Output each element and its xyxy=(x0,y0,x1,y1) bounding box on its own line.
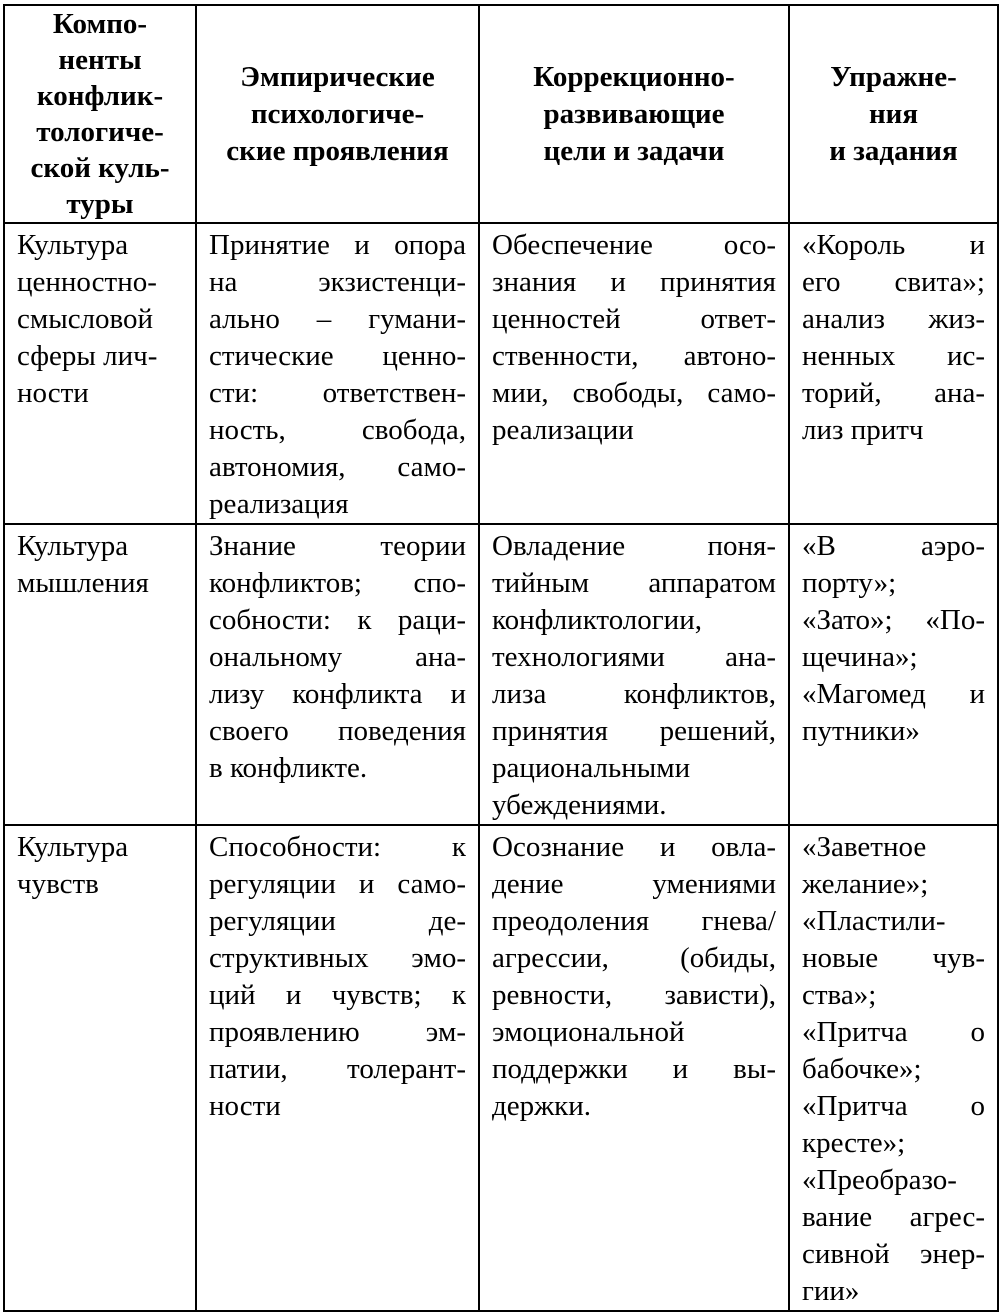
header-line: Эмпирические xyxy=(240,60,435,93)
cell-line: лиза конфликтов, xyxy=(492,678,776,710)
cell-line: торий, ана- xyxy=(802,377,985,409)
cell-line: чувств xyxy=(17,868,99,900)
header-line: конфлик- xyxy=(36,80,164,112)
cell-line: дение умениями xyxy=(492,868,776,900)
header-line: тологиче- xyxy=(36,116,164,148)
cell-component xyxy=(4,825,196,1311)
cell-line: мышления xyxy=(17,567,149,599)
cell-line: реализации xyxy=(492,414,634,446)
cell-line: Знание теории xyxy=(209,530,466,562)
cell-line: ственности, автоно- xyxy=(492,340,776,372)
header-line: цели и задачи xyxy=(543,134,725,167)
cell-line: сферы лич- xyxy=(17,340,158,372)
header-line: развивающие xyxy=(543,97,725,130)
table-row xyxy=(4,524,998,825)
cell-line: его свита»; xyxy=(802,266,985,298)
cell-goals xyxy=(479,524,789,825)
cell-manifestations xyxy=(196,223,479,524)
header-line: ские проявления xyxy=(226,134,449,167)
components-table xyxy=(3,4,999,1312)
cell-component xyxy=(4,524,196,825)
header-exercises xyxy=(789,5,998,223)
cell-manifestations xyxy=(196,825,479,1311)
cell-line: на экзистенци- xyxy=(209,266,466,298)
cell-line: Способности: к xyxy=(209,831,466,863)
cell-line: проявлению эм- xyxy=(209,1016,466,1048)
cell-line: структивных эмо- xyxy=(209,942,466,974)
cell-line: собности: к раци- xyxy=(209,604,466,636)
cell-line: стические ценно- xyxy=(209,340,466,372)
cell-line: ций и чувств; к xyxy=(209,979,466,1011)
cell-line: ценностей ответ- xyxy=(492,303,776,335)
cell-line: порту»; xyxy=(802,567,897,599)
cell-line: лиз притч xyxy=(802,414,924,446)
cell-line: преодоления гнева/ xyxy=(492,905,776,937)
cell-line: ности xyxy=(17,377,89,409)
cell-line: поддержки и вы- xyxy=(492,1053,776,1085)
cell-line: реализация xyxy=(209,488,349,520)
cell-line: в конфликте. xyxy=(209,752,368,784)
header-goals xyxy=(479,5,789,223)
cell-line: «Пластили- xyxy=(802,905,946,937)
cell-line: «Магомед и xyxy=(802,678,985,710)
cell-line: Культура xyxy=(17,229,129,261)
cell-line: своего поведения xyxy=(209,715,466,747)
cell-line: смысловой xyxy=(17,303,154,335)
cell-line: вание агрес- xyxy=(802,1201,985,1233)
cell-line: ность, свобода, xyxy=(209,414,466,446)
cell-line: Культура xyxy=(17,530,129,562)
header-line: и задания xyxy=(829,134,958,167)
cell-line: ональному ана- xyxy=(209,641,466,673)
cell-manifestations xyxy=(196,524,479,825)
cell-line: технологиями ана- xyxy=(492,641,776,673)
cell-line: бабочке»; xyxy=(802,1053,922,1085)
header-line: туры xyxy=(66,188,134,220)
cell-line: Принятие и опора xyxy=(209,229,466,261)
cell-line: ненных ис- xyxy=(802,340,985,372)
table-row xyxy=(4,223,998,524)
cell-line: ценностно- xyxy=(17,266,157,298)
cell-line: агрессии, (обиды, xyxy=(492,942,776,974)
cell-line: желание»; xyxy=(802,868,929,900)
cell-line: принятия решений, xyxy=(492,715,776,747)
cell-exercises xyxy=(789,825,998,1311)
cell-goals xyxy=(479,223,789,524)
cell-line: тийным аппаратом xyxy=(492,567,776,599)
table-row xyxy=(4,825,998,1311)
cell-line: «Преобразо- xyxy=(802,1164,957,1196)
header-row xyxy=(4,5,998,223)
cell-goals xyxy=(479,825,789,1311)
cell-line: конфликтов; спо- xyxy=(209,567,466,599)
cell-line: знания и принятия xyxy=(492,266,776,298)
header-line: Коррекционно- xyxy=(533,60,735,93)
cell-line: рациональными xyxy=(492,752,691,784)
cell-line: ревности, зависти), xyxy=(492,979,776,1011)
cell-exercises xyxy=(789,524,998,825)
cell-line: лизу конфликта и xyxy=(209,678,466,710)
cell-line: кресте»; xyxy=(802,1127,906,1159)
cell-line: «Заветное xyxy=(802,831,927,863)
header-manifestations xyxy=(196,5,479,223)
cell-exercises xyxy=(789,223,998,524)
header-line: ния xyxy=(868,97,919,130)
cell-line: сивной энер- xyxy=(802,1238,985,1270)
cell-line: Культура xyxy=(17,831,129,863)
cell-line: щечина»; xyxy=(802,641,918,673)
cell-component xyxy=(4,223,196,524)
header-line: Компо- xyxy=(52,8,148,40)
cell-line: «Притча о xyxy=(802,1016,985,1048)
cell-line: гии» xyxy=(802,1275,860,1307)
header-line: психологиче- xyxy=(250,97,425,130)
cell-line: мии, свободы, само- xyxy=(492,377,776,409)
cell-line: Обеспечение осо- xyxy=(492,229,776,261)
cell-line: конфликтологии, xyxy=(492,604,702,636)
cell-line: «Зато»; «По- xyxy=(802,604,985,636)
cell-line: эмоциональной xyxy=(492,1016,685,1048)
cell-line: держки. xyxy=(492,1090,592,1122)
cell-line: «Притча о xyxy=(802,1090,985,1122)
cell-line: патии, толерант- xyxy=(209,1053,466,1085)
cell-line: регуляции и само- xyxy=(209,868,466,900)
cell-line: регуляции де- xyxy=(209,905,466,937)
cell-line: Осознание и овла- xyxy=(492,831,776,863)
header-components xyxy=(4,5,196,223)
header-line: ненты xyxy=(58,44,142,76)
cell-line: ально – гумани- xyxy=(209,303,466,335)
cell-line: ства»; xyxy=(802,979,877,1011)
cell-line: сти: ответствен- xyxy=(209,377,466,409)
header-line: ской куль- xyxy=(30,152,170,184)
cell-line: «В аэро- xyxy=(802,530,985,562)
cell-line: путники» xyxy=(802,715,920,747)
cell-line: ности xyxy=(209,1090,281,1122)
cell-line: автономия, само- xyxy=(209,451,466,483)
cell-line: убеждениями. xyxy=(492,789,667,821)
cell-line: Овладение поня- xyxy=(492,530,776,562)
cell-line: анализ жиз- xyxy=(802,303,985,335)
cell-line: «Король и xyxy=(802,229,985,261)
cell-line: новые чув- xyxy=(802,942,985,974)
header-line: Упражне- xyxy=(830,60,957,93)
